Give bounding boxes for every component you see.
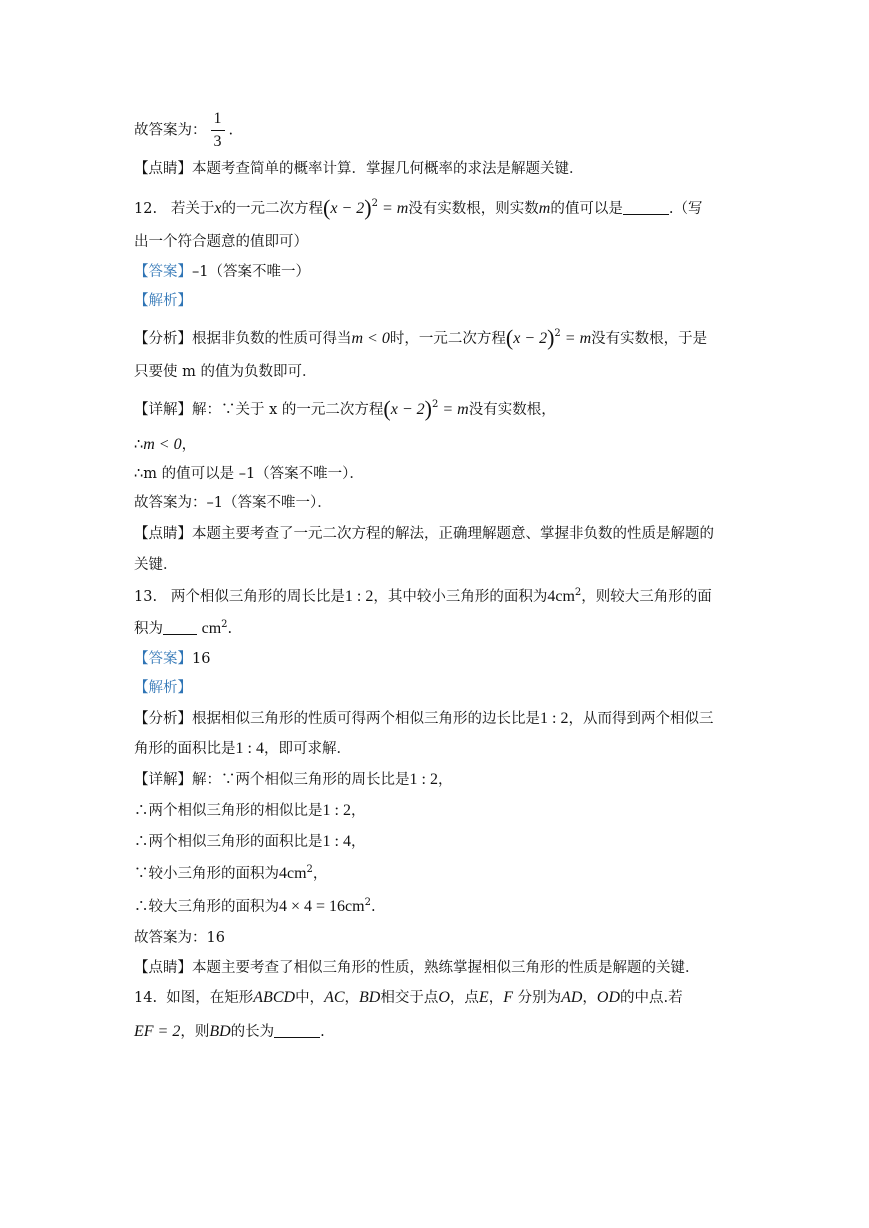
q12-step2: ∴m 的值可以是 –1（答案不唯一）． [134,466,364,482]
punct: ， [488,990,504,1006]
eq-inner: x − 2 [390,401,425,418]
punct: . [227,621,233,637]
q12-final-answer: 故答案为：–1（答案不唯一）． [134,495,332,511]
var: OD [596,989,621,1006]
paren: ) [547,325,555,350]
stem-text: 的值可以是 [550,201,623,217]
ratio: 1 : 2 [409,771,438,788]
fraction [211,108,225,153]
q13-step2 [134,832,365,852]
punct: . [370,899,376,915]
q13-final-answer: 故答案为：16 [134,930,225,946]
q12-fenxi-cont: 只要使 m 的值为负数即可． [134,364,317,380]
fenxi-text: 没有实数根，于是 [591,331,708,347]
punct: ， [350,834,366,850]
answer-text: –1（答案不唯一） [192,264,310,280]
eq-rhs: = m [438,401,469,418]
ratio: 1 : 4 [235,740,264,757]
q14-stem [134,988,683,1008]
q11-final-answer [134,108,233,153]
equation [323,195,409,220]
q13-detail [134,770,452,790]
step-text: ∴两个相似三角形的面积比是 [134,834,323,850]
fenxi-tag: 【分析】 [134,711,192,727]
ratio: 1 : 2 [344,588,374,605]
answer-suffix: . [228,122,234,139]
stem-text: 相交于点 [380,990,439,1006]
answer-prefix: 故答案为： [134,122,207,139]
expression: 4 × 4 = 16cm [279,898,365,915]
stem-text: ，则较大三角形的面 [581,589,712,605]
punct: . [320,1024,325,1040]
exponent: 2 [574,587,582,598]
stem-text: 分别为 [517,990,562,1006]
answer-tag: 【答案】 [134,651,192,667]
stem-text: ，则 [180,1024,210,1040]
step-text: ∵较小三角形的面积为 [134,866,279,882]
stem-text: 的一元二次方程 [221,201,323,217]
var: AD [561,989,583,1006]
var: BD [209,1023,231,1040]
punct: ， [312,866,328,882]
fenxi-text: 根据非负数的性质可得当 [192,331,352,347]
q12-stem [134,196,702,221]
stem-text: 积为 [134,621,163,637]
comment-text: 本题主要考查了相似三角形的性质，熟练掌握相似三角形的性质是解题的关键． [192,960,700,976]
var: ABCD [253,989,296,1006]
equation [383,396,469,421]
punct: ， [437,772,453,788]
detail-text: 解：∵两个相似三角形的周长比是 [192,772,410,788]
condition: EF = 2 [134,1023,181,1040]
q13-stem [134,585,712,609]
stem-text: ，其中较小三角形的面积为 [373,589,548,605]
fraction-denominator: 3 [213,133,222,150]
fenxi-text: 时，一元二次方程 [389,331,506,347]
condition: m < 0 [351,330,390,347]
step-text: ∴较大三角形的面积为 [134,899,279,915]
q12-fenxi [134,326,707,351]
detail-text: 没有实数根， [468,402,556,418]
q12-stem-cont: 出一个符合题意的值即可） [134,234,308,250]
detail-tag: 【详解】 [134,772,192,788]
stem-text: 两个相似三角形的周长比是 [170,589,345,605]
paren: ) [364,195,372,220]
question-number: 13. [134,589,158,605]
q13-answer [134,649,210,669]
q13-fenxi [134,709,713,729]
var-m: m [538,200,551,217]
comment-tag: 【点睛】 [134,960,192,976]
stem-text: 中， [295,990,325,1006]
detail-text: 解：∵关于 x 的一元二次方程 [192,402,384,418]
step-text: ∴两个相似三角形的相似比是 [134,803,323,819]
exponent: 2 [364,897,371,908]
q12-detail [134,397,556,422]
stem-text: 的中点.若 [620,990,683,1006]
q13-fenxi-cont [134,739,351,759]
unit: cm [201,620,222,637]
eq-rhs: = m [560,330,592,347]
equation [505,325,592,350]
punct: ， [582,990,597,1006]
paren: ( [383,396,391,421]
q13-comment [134,958,700,978]
ratio: 1 : 4 [322,833,351,850]
var: AC [324,989,345,1006]
var: O [438,989,450,1006]
eq-inner: x − 2 [513,330,548,347]
exponent: 2 [554,328,561,339]
exponent: 2 [221,619,228,630]
comment-text: 本题主要考查了一元二次方程的解法，正确理解题意、掌握非负数的性质是解题的 [192,526,714,542]
q12-answer [134,262,310,282]
detail-tag: 【详解】 [134,402,192,418]
fraction-numerator: 1 [211,108,225,131]
q12-comment-cont: 关键． [134,557,178,573]
exponent: 2 [306,864,313,875]
exponent: 2 [431,399,439,410]
answer-tag: 【答案】 [134,264,192,280]
stem-text: .（写 [668,201,703,217]
var-x: x [214,200,222,217]
fenxi-text: 角形的面积比是 [134,741,236,757]
ratio: 1 : 2 [322,802,351,819]
q12-step1 [134,435,196,455]
stem-text: 如图，在矩形 [166,990,254,1006]
comment-tag: 【点睛】 [134,526,192,542]
q12-analysis-tag: 【解析】 [134,293,192,309]
answer-blank [163,620,197,635]
ratio: 1 : 2 [540,710,569,727]
fenxi-tag: 【分析】 [134,331,192,347]
answer-text: 16 [192,651,211,667]
answer-blank [623,200,669,215]
q12-comment [134,524,714,544]
answer-blank [274,1023,320,1038]
condition: m < 0 [143,436,182,453]
punct: ， [350,803,366,819]
therefore: ∴ [134,437,144,453]
fenxi-text: 根据相似三角形的性质可得两个相似三角形的边长比是 [192,711,540,727]
paren: ( [323,195,331,220]
q13-step1 [134,801,365,821]
question-number: 12. [134,201,158,217]
q11-comment [134,159,584,179]
comment-text: 本题考查简单的概率计算．掌握几何概率的求法是解题关键． [192,161,584,177]
q13-step3 [134,864,327,884]
area: 4cm [279,865,307,882]
var: F [503,989,513,1006]
comment-tag: 【点睛】 [134,161,192,177]
punct: ， [181,437,197,453]
paren: ( [505,325,514,350]
stem-text: ，点 [449,990,479,1006]
eq-rhs: = m [377,200,409,217]
stem-text: 若关于 [170,201,215,217]
exponent: 2 [371,198,378,209]
q13-stem-cont [134,619,232,639]
q13-analysis-tag: 【解析】 [134,680,192,696]
var: BD [359,989,381,1006]
fenxi-text: ，即可求解． [263,741,351,757]
fenxi-text: ，从而得到两个相似三 [568,711,714,727]
q14-stem-cont [134,1022,325,1042]
punct: ， [344,990,360,1006]
q13-step4 [134,897,376,917]
paren: ) [424,396,432,421]
stem-text: 没有实数根，则实数 [408,201,539,217]
eq-inner: x − 2 [330,200,365,217]
question-number: 14. [134,990,158,1006]
area: 4cm [547,588,575,605]
var: E [478,989,489,1006]
stem-text: 的长为 [230,1024,275,1040]
